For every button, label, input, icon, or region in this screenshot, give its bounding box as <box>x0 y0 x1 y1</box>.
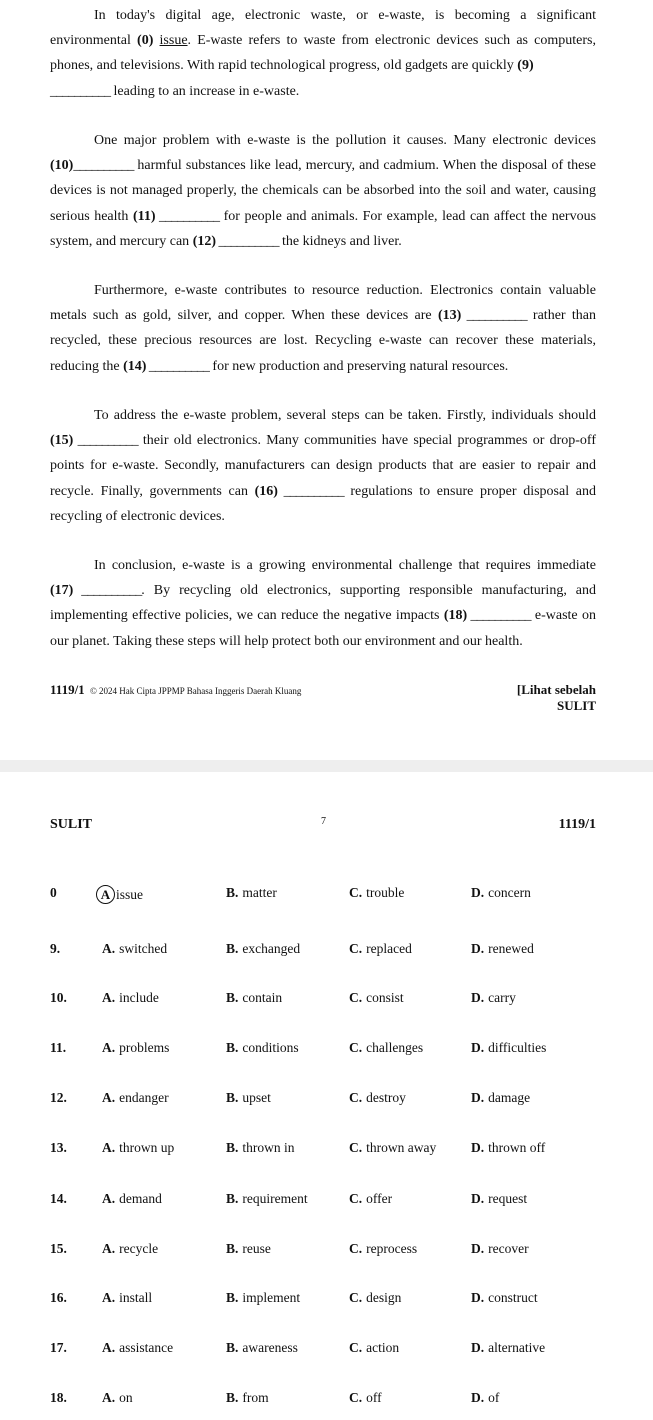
question-number: 11. <box>50 1040 67 1055</box>
option-letter: C. <box>349 1241 363 1256</box>
option-text: reprocess <box>366 1241 418 1256</box>
option-text: request <box>488 1191 528 1206</box>
question-number: 18. <box>50 1390 67 1405</box>
blank-number-18: (18) <box>443 608 468 624</box>
option-text: construct <box>488 1290 538 1305</box>
paragraph-4: To address the e-waste problem, several steps can be taken. Firstly, individuals should (15) __________ their old electronics. Many communities have special programmes or drop-off points for e-waste. Secondly, manufacturers can design products that are easier to repair and recycle. Finally, governments can (16) __________ regulations to ensure proper disposal and recycling of electronic devices. <box>50 408 597 524</box>
answer-option[interactable] <box>226 941 300 957</box>
option-letter: D. <box>471 990 485 1005</box>
option-letter: C. <box>349 990 363 1005</box>
page-two <box>0 772 653 1420</box>
answer-option[interactable] <box>226 1241 271 1257</box>
answer-option[interactable] <box>226 1191 308 1207</box>
option-letter: D. <box>471 1290 485 1305</box>
option-text: renewed <box>488 941 534 956</box>
question-row <box>0 1340 653 1360</box>
option-text: consist <box>366 990 404 1005</box>
footer-copyright: © 2024 Hak Cipta JPPMP Bahasa Inggeris Daerah Kluang <box>89 686 302 696</box>
option-letter: B. <box>226 990 239 1005</box>
option-letter: B. <box>226 885 239 900</box>
answer-option[interactable] <box>226 1340 298 1356</box>
option-text: thrown up <box>119 1140 175 1155</box>
answer-option[interactable] <box>102 1241 158 1257</box>
option-text: destroy <box>366 1090 406 1105</box>
answer-option[interactable] <box>226 1040 299 1056</box>
option-text: endanger <box>119 1090 169 1105</box>
option-text: install <box>119 1290 153 1305</box>
option-letter: A. <box>102 1241 116 1256</box>
answer-option[interactable] <box>471 1090 530 1106</box>
option-letter: D. <box>471 1241 485 1256</box>
option-letter: C. <box>349 1191 363 1206</box>
question-number: 17. <box>50 1340 67 1355</box>
answer-option[interactable] <box>349 990 404 1006</box>
answer-option[interactable] <box>349 1191 392 1207</box>
answer-option[interactable] <box>349 1241 417 1257</box>
option-text: issue <box>116 887 143 902</box>
footer-classification: SULIT <box>556 698 596 713</box>
option-letter: A. <box>102 1140 116 1155</box>
option-text: implement <box>242 1290 301 1305</box>
option-text: carry <box>488 990 516 1005</box>
option-letter: B. <box>226 1241 239 1256</box>
option-letter: B. <box>226 941 239 956</box>
blank-number-13: (13) <box>437 308 462 324</box>
answer-option[interactable] <box>102 1290 152 1306</box>
question-row <box>0 1241 653 1261</box>
answer-option[interactable] <box>102 1040 169 1056</box>
question-row <box>0 885 653 905</box>
option-letter: A. <box>102 1290 116 1305</box>
question-number: 12. <box>50 1090 67 1105</box>
blank-9: __________ <box>50 83 110 99</box>
page-number: 7 <box>321 816 326 827</box>
option-text: recycle <box>119 1241 159 1256</box>
question-row <box>0 1140 653 1160</box>
blank-number-15: (15) <box>50 433 74 449</box>
answer-option[interactable] <box>102 1090 169 1106</box>
option-letter: B. <box>226 1390 239 1405</box>
answer-option[interactable] <box>349 1340 399 1356</box>
paragraph-1: In today's digital age, electronic waste, or e-waste, is becoming a significant environmental (0) issue. E-waste refers to waste from electronic devices such as computers, phones, and televisions. With rapid technological progress, old gadgets are quickly (9) __________ leading to an increase in e-waste. <box>50 8 596 99</box>
option-text: of <box>488 1390 500 1405</box>
option-text: reuse <box>242 1241 271 1256</box>
option-text: thrown off <box>488 1140 546 1155</box>
answer-option[interactable] <box>349 885 404 901</box>
option-text: design <box>366 1290 402 1305</box>
option-letter: C. <box>349 885 363 900</box>
question-row <box>0 1090 653 1110</box>
option-letter: A. <box>102 1040 116 1055</box>
paragraph-5: In conclusion, e-waste is a growing environmental challenge that requires immediate (17) __________. By recycling old electronics, supporting responsible manufacturing, and implementing effective policies, we can reduce the negative impacts (18) __________ e-waste on our planet. Taking these steps will help protect both our environment and our health. <box>50 558 596 649</box>
option-letter: B. <box>226 1340 239 1355</box>
option-text: upset <box>242 1090 271 1105</box>
option-text: on <box>119 1390 133 1405</box>
answer-option[interactable] <box>102 1140 174 1156</box>
answer-option[interactable] <box>471 990 516 1006</box>
option-text: thrown away <box>366 1140 437 1155</box>
question-number: 13. <box>50 1140 67 1155</box>
option-letter: D. <box>471 1340 485 1355</box>
option-letter: D. <box>471 1191 485 1206</box>
answer-option[interactable] <box>102 1191 162 1207</box>
next-page-note: [Lihat sebelah <box>516 682 596 697</box>
option-text: exchanged <box>242 941 301 956</box>
answer-option[interactable] <box>226 990 282 1006</box>
blank-number-17: (17) <box>50 583 74 599</box>
option-text: difficulties <box>488 1040 547 1055</box>
blank-18: __________ <box>467 608 531 624</box>
option-text: include <box>119 990 159 1005</box>
example-answer: issue <box>159 33 188 49</box>
option-text: assistance <box>119 1340 174 1355</box>
header-classification: SULIT <box>50 817 93 832</box>
answer-option[interactable] <box>349 1040 423 1056</box>
option-text: alternative <box>488 1340 546 1355</box>
answer-option[interactable] <box>471 1390 499 1406</box>
question-number: 15. <box>50 1241 67 1256</box>
option-letter: C. <box>349 1340 363 1355</box>
circled-option-letter: A <box>96 885 115 904</box>
option-letter: A. <box>102 990 116 1005</box>
option-text: demand <box>119 1191 162 1206</box>
option-letter: A. <box>102 1340 116 1355</box>
option-text: awareness <box>242 1340 298 1355</box>
question-number: 9. <box>50 941 61 956</box>
blank-number-10: (10) <box>50 158 74 174</box>
blank-17: __________ <box>73 583 142 599</box>
option-letter: B. <box>226 1140 239 1155</box>
blank-16: __________ <box>277 483 344 499</box>
blank-12: __________ <box>216 233 279 249</box>
option-letter: C. <box>349 1290 363 1305</box>
option-letter: C. <box>349 1140 363 1155</box>
option-letter: C. <box>349 1040 363 1055</box>
option-text: recover <box>488 1241 529 1256</box>
option-text: offer <box>366 1191 393 1206</box>
blank-number-11: (11) <box>132 208 156 224</box>
blank-number-9: (9) <box>517 58 534 74</box>
answer-option[interactable] <box>102 990 159 1006</box>
answer-option[interactable] <box>102 1390 133 1406</box>
option-letter: D. <box>471 1140 485 1155</box>
option-letter: C. <box>349 1390 363 1405</box>
answer-option[interactable] <box>349 1290 401 1306</box>
blank-11: __________ <box>155 208 220 224</box>
option-letter: C. <box>349 1090 363 1105</box>
blank-10: __________ <box>73 158 134 174</box>
answer-option[interactable] <box>471 885 531 901</box>
answer-option[interactable] <box>102 885 143 904</box>
option-letter: B. <box>226 1191 239 1206</box>
option-letter: D. <box>471 1090 485 1105</box>
option-text: damage <box>488 1090 531 1105</box>
option-text: trouble <box>366 885 405 900</box>
option-text: action <box>366 1340 400 1355</box>
answer-option[interactable] <box>471 1040 546 1056</box>
answer-option[interactable] <box>471 1140 545 1156</box>
option-text: challenges <box>366 1040 424 1055</box>
answer-option[interactable] <box>471 1191 527 1207</box>
option-text: replaced <box>366 941 412 956</box>
question-row <box>0 1191 653 1211</box>
answer-option[interactable] <box>349 1140 436 1156</box>
option-letter: A. <box>102 1191 116 1206</box>
question-row <box>0 1290 653 1310</box>
answer-option[interactable] <box>226 1090 271 1106</box>
blank-15: __________ <box>73 433 138 449</box>
answer-option[interactable] <box>102 1340 173 1356</box>
option-text: thrown in <box>242 1140 295 1155</box>
option-text: requirement <box>242 1191 308 1206</box>
option-letter: A. <box>102 1090 116 1105</box>
option-letter: B. <box>226 1290 239 1305</box>
question-number: 0 <box>50 885 57 900</box>
blank-number-14: (14) <box>123 358 147 374</box>
answer-option[interactable] <box>349 1390 382 1406</box>
answer-option[interactable] <box>226 1140 295 1156</box>
answer-option[interactable] <box>226 1290 300 1306</box>
footer-code: 1119/1 © 2024 Hak Cipta JPPMP Bahasa Inggeris Daerah Kluang <box>50 682 302 697</box>
blank-14: __________ <box>146 358 209 374</box>
option-text: switched <box>119 941 168 956</box>
question-row <box>0 1390 653 1410</box>
header-code: 1119/1 <box>558 817 596 832</box>
question-row <box>0 990 653 1010</box>
question-number: 10. <box>50 990 67 1005</box>
page-separator <box>0 760 653 772</box>
answer-option[interactable] <box>471 941 534 957</box>
option-text: conditions <box>242 1040 299 1055</box>
option-letter: B. <box>226 1090 239 1105</box>
answer-option[interactable] <box>349 1090 406 1106</box>
option-text: concern <box>488 885 531 900</box>
option-letter: D. <box>471 1040 485 1055</box>
answer-option[interactable] <box>471 1241 529 1257</box>
option-text: off <box>366 1390 382 1405</box>
option-letter: A. <box>102 941 116 956</box>
footer-right <box>517 682 596 714</box>
option-letter: D. <box>471 885 485 900</box>
question-number: 16. <box>50 1290 67 1305</box>
option-text: contain <box>242 990 283 1005</box>
option-letter: C. <box>349 941 363 956</box>
option-letter: A. <box>102 1390 116 1405</box>
answer-option[interactable] <box>102 941 167 957</box>
blank-number-16: (16) <box>254 483 278 499</box>
blank-number-12: (12) <box>192 233 217 249</box>
blank-13: __________ <box>461 308 527 324</box>
option-letter: D. <box>471 1390 485 1405</box>
paragraph-3: Furthermore, e-waste contributes to resource reduction. Electronics contain valuable metals such as gold, silver, and copper. When these devices are (13) __________ rather than recycled, these precious resources are lost. Recycling e-waste can recover these materials, reducing the (14) __________ for new production and preserving natural resources. <box>50 283 597 374</box>
answer-option[interactable] <box>471 1340 545 1356</box>
paragraph-2: One major problem with e-waste is the pollution it causes. Many electronic devices (10)__________ harmful substances like lead, mercury, and cadmium. When the disposal of these devices is not managed properly, the chemicals can be absorbed into the soil and water, causing serious health (11) __________ for people and animals. For example, lead can affect the nervous system, and mercury can (12) __________ the kidneys and liver. <box>50 133 597 249</box>
option-text: matter <box>242 885 277 900</box>
option-text: from <box>242 1390 269 1405</box>
answer-option[interactable] <box>226 885 277 901</box>
option-letter: D. <box>471 941 485 956</box>
option-letter: B. <box>226 1040 239 1055</box>
blank-number-0: (0) <box>137 33 154 49</box>
answer-option[interactable] <box>226 1390 269 1406</box>
option-text: problems <box>119 1040 170 1055</box>
answer-option[interactable] <box>471 1290 538 1306</box>
question-row <box>0 1040 653 1060</box>
answer-option[interactable] <box>349 941 412 957</box>
question-number: 14. <box>50 1191 67 1206</box>
question-row <box>0 941 653 961</box>
